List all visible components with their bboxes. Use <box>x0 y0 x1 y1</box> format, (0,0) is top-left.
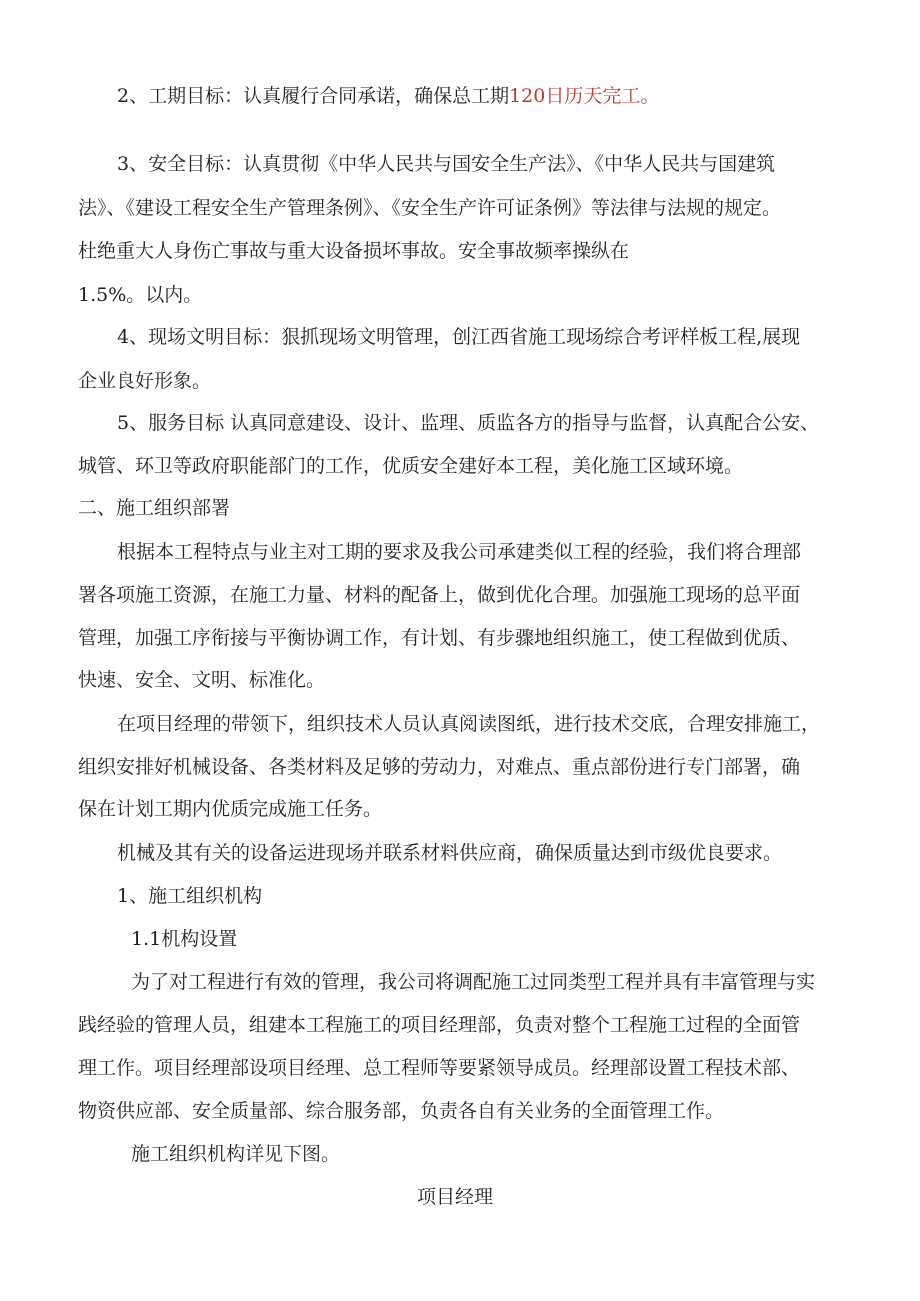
safety-goal-line: 3、安全目标：认真贯彻《中华人民共与国安全生产法》、《中华人民共与国建筑 <box>117 153 776 175</box>
paragraph-line: 为了对工程进行有效的管理，我公司将调配施工过同类型工程并具有丰富管理与实 <box>131 971 816 993</box>
safety-goal-line: 杜绝重大人身伤亡事故与重大设备损坏事故。安全事故频率操纵在 <box>78 240 630 262</box>
subsection-heading: 1.1机构设置 <box>131 928 238 950</box>
schedule-goal-highlight: 120日历天完工。 <box>509 85 660 107</box>
paragraph-line: 保在计划工期内优质完成施工任务。 <box>78 798 383 820</box>
service-goal-line: 5、服务目标 认真同意建设、设计、监理、质监各方的指导与监督，认真配合公安、 <box>117 412 820 434</box>
civilized-goal-line: 企业良好形象。 <box>78 370 212 392</box>
safety-goal-line: 法》、《建设工程安全生产管理条例》、《安全生产许可证条例》等法律与法规的规定。 <box>78 197 782 219</box>
paragraph-line: 根据本工程特点与业主对工期的要求及我公司承建类似工程的经验，我们将合理部 <box>117 541 802 563</box>
section-heading: 二、施工组织部署 <box>78 497 231 519</box>
safety-goal-line: 1.5%。以内。 <box>78 284 203 306</box>
paragraph-line: 管理，加强工序衔接与平衡协调工作，有计划、有步骤地组织施工，使工程做到优质、 <box>78 627 801 649</box>
paragraph-line: 署各项施工资源，在施工力量、材料的配备上，做到优化合理。加强施工现场的总平面 <box>78 584 801 606</box>
paragraph-line: 组织安排好机械设备、各类材料及足够的劳动力，对难点、重点部份进行专门部署，确 <box>78 756 801 778</box>
schedule-goal-text: 2、工期目标：认真履行合同承诺，确保总工期 <box>117 85 510 107</box>
paragraph-line: 物资供应部、安全质量部、综合服务部，负责各自有关业务的全面管理工作。 <box>78 1100 725 1122</box>
paragraph-line: 理工作。项目经理部设项目经理、总工程师等要紧领导成员。经理部设置工程技术部、 <box>78 1057 801 1079</box>
paragraph-line: 践经验的管理人员，组建本工程施工的项目经理部，负责对整个工程施工过程的全面管 <box>78 1014 801 1036</box>
org-chart-top-node: 项目经理 <box>417 1186 494 1208</box>
civilized-goal-line: 4、现场文明目标：狠抓现场文明管理，创江西省施工现场综合考评样板工程,展现 <box>117 326 801 348</box>
subsection-heading: 1、施工组织机构 <box>117 885 263 907</box>
paragraph-line: 施工组织机构详见下图。 <box>131 1143 341 1165</box>
paragraph-line: 在项目经理的带领下，组织技术人员认真阅读图纸，进行技术交底，合理安排施工， <box>117 713 821 735</box>
service-goal-line: 城管、环卫等政府职能部门的工作，优质安全建好本工程，美化施工区域环境。 <box>78 455 744 477</box>
paragraph-line: 机械及其有关的设备运进现场并联系材料供应商，确保质量达到市级优良要求。 <box>117 842 783 864</box>
paragraph-line: 快速、安全、文明、标准化。 <box>78 669 326 691</box>
schedule-goal <box>117 84 659 108</box>
